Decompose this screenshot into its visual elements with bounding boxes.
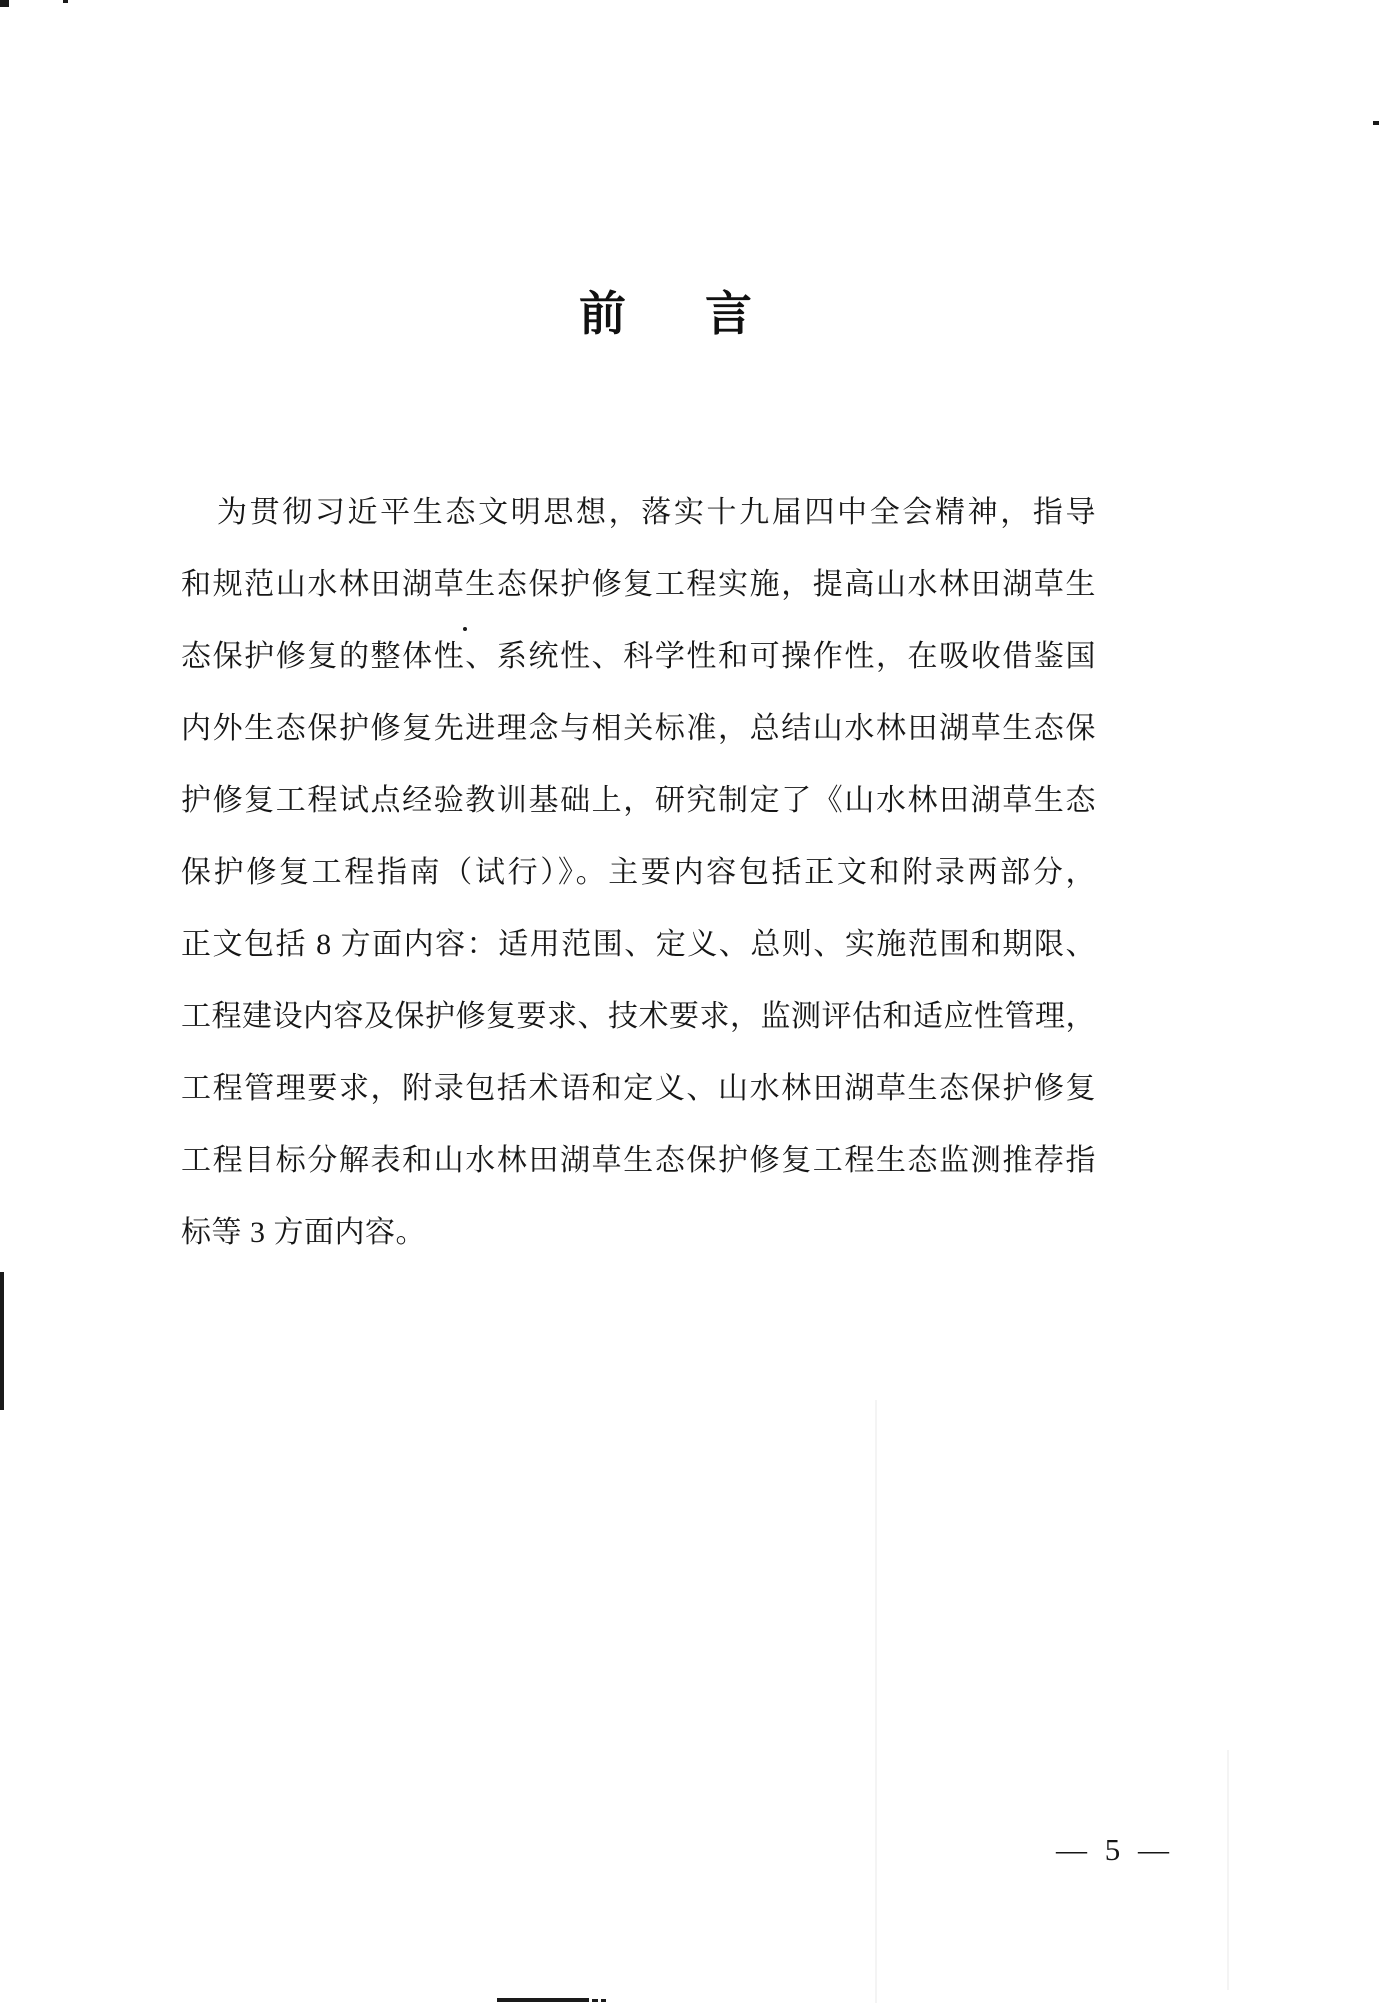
scan-artifact-bottom-bar <box>497 1998 589 2002</box>
body-line: 内外生态保护修复先进理念与相关标准，总结山水林田湖草生态保 <box>181 712 1096 745</box>
body-line: 保护修复工程指南（试行）》。主要内容包括正文和附录两部分， <box>181 856 1096 889</box>
scan-artifact-top-right <box>1373 121 1379 125</box>
body-line: 为贯彻习近平生态文明思想，落实十九届四中全会精神，指导 <box>217 496 1096 529</box>
scan-artifact-top-tick <box>63 0 68 3</box>
scan-artifact-top-left <box>0 0 9 7</box>
scan-artifact-left-edge <box>0 1272 4 1410</box>
page-title: 前 言 <box>578 287 755 340</box>
scanner-streak <box>1227 1750 1229 1990</box>
page-number: — 5 — <box>1056 1832 1174 1867</box>
scan-artifact-bottom-dash <box>592 1999 598 2002</box>
body-line: 和规范山水林田湖草生态保护修复工程实施，提高山水林田湖草生 <box>181 568 1096 601</box>
foreword-paragraph <box>181 477 1096 1269</box>
body-line: 工程管理要求，附录包括术语和定义、山水林田湖草生态保护修复 <box>181 1072 1096 1105</box>
body-line: 工程目标分解表和山水林田湖草生态保护修复工程生态监测推荐指 <box>181 1144 1096 1177</box>
scan-artifact-stray-dot <box>463 627 467 631</box>
body-line: 标等 3 方面内容。 <box>181 1216 426 1249</box>
body-line: 工程建设内容及保护修复要求、技术要求，监测评估和适应性管理， <box>181 1000 1096 1033</box>
scan-artifact-bottom-dash <box>601 1999 606 2002</box>
body-line: 护修复工程试点经验教训基础上，研究制定了《山水林田湖草生态 <box>181 784 1096 817</box>
body-line: 态保护修复的整体性、系统性、科学性和可操作性，在吸收借鉴国 <box>181 640 1096 673</box>
body-line: 正文包括 8 方面内容：适用范围、定义、总则、实施范围和期限、 <box>181 928 1096 961</box>
scanner-streak <box>875 1400 877 2003</box>
